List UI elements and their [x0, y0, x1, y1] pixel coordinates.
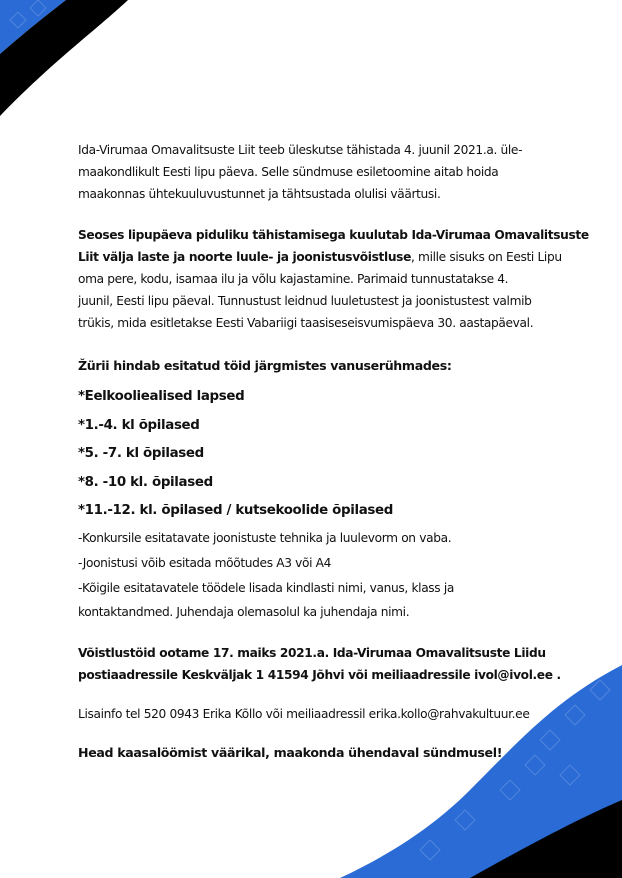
competition-normal-text: , mille sisuks on Eesti Lipu [411, 250, 562, 264]
jury-heading: Žürii hindab esitatud töid järgmistes vanuserühmades: [78, 358, 452, 373]
document-body [78, 139, 589, 764]
age-group-item: *11.-12. kl. õpilased / kutsekoolide õpilased [78, 503, 393, 518]
age-group-item: *8. -10 kl. õpilased [78, 474, 213, 490]
intro-line: Ida-Virumaa Omavalitsuste Liit teeb üleskutse tähistada 4. juunil 2021.a. üle- [78, 143, 523, 157]
competition-paragraph [78, 224, 589, 334]
intro-paragraph [78, 139, 578, 205]
deadline-line: Võistlustöid ootame 17. maiks 2021.a. Ida-Virumaa Omavalitsuste Liidu [78, 645, 546, 660]
competition-bold-line: Seoses lipupäeva piduliku tähistamisega kuulutab Ida-Virumaa Omavalitsuste [78, 228, 589, 242]
competition-mixed-line [78, 246, 578, 268]
competition-bold-text: Liit välja laste ja noorte luule- ja joonistusvõistluse [78, 250, 411, 264]
competition-line: oma pere, kodu, isamaa ilu ja võlu kajastamine. Parimaid tunnustatakse 4. [78, 272, 509, 286]
intro-line: maakonnas ühtekuuluvustunnet ja tähtsustada olulisi väärtusi. [78, 187, 441, 201]
rule-item: -Kõigile esitatavatele töödele lisada kindlasti nimi, vanus, klass ja [78, 580, 454, 595]
deadline-line: postiaadressile Keskväljak 1 41594 Jõhvi või meiliaadressile ivol@ivol.ee . [78, 667, 561, 682]
closing-line: Head kaasalöömist väärikal, maakonda ühendaval sündmusel! [78, 744, 503, 760]
rule-item: -Konkursile esitatavate joonistuste tehnika ja luulevorm on vaba. [78, 530, 452, 545]
rule-item-continuation: kontaktandmed. Juhendaja olemasolul ka juhendaja nimi. [78, 604, 410, 619]
competition-line: trükis, mida esitletakse Eesti Vabariigi taasiseseisvumispäeva 30. aastapäeval. [78, 316, 534, 330]
age-group-item: *1.-4. kl õpilased [78, 417, 200, 433]
age-group-item: *Eelkooliealised lapsed [78, 389, 245, 404]
intro-line: maakondlikult Eesti lipu päeva. Selle sündmuse esiletoomine aitab hoida [78, 165, 499, 179]
rules-list [78, 526, 578, 623]
contact-info: Lisainfo tel 520 0943 Erika Kõllo või meiliaadressil erika.kollo@rahvakultuur.ee [78, 706, 530, 721]
rule-item: -Joonistusi võib esitada mõõtudes A3 või A4 [78, 555, 332, 570]
deadline-paragraph [78, 642, 578, 686]
competition-line: juunil, Eesti lipu päeval. Tunnustust leidnud luuletustest ja joonistustest valmib [78, 294, 532, 308]
age-group-list [78, 383, 578, 526]
age-group-item: *5. -7. kl õpilased [78, 446, 204, 461]
